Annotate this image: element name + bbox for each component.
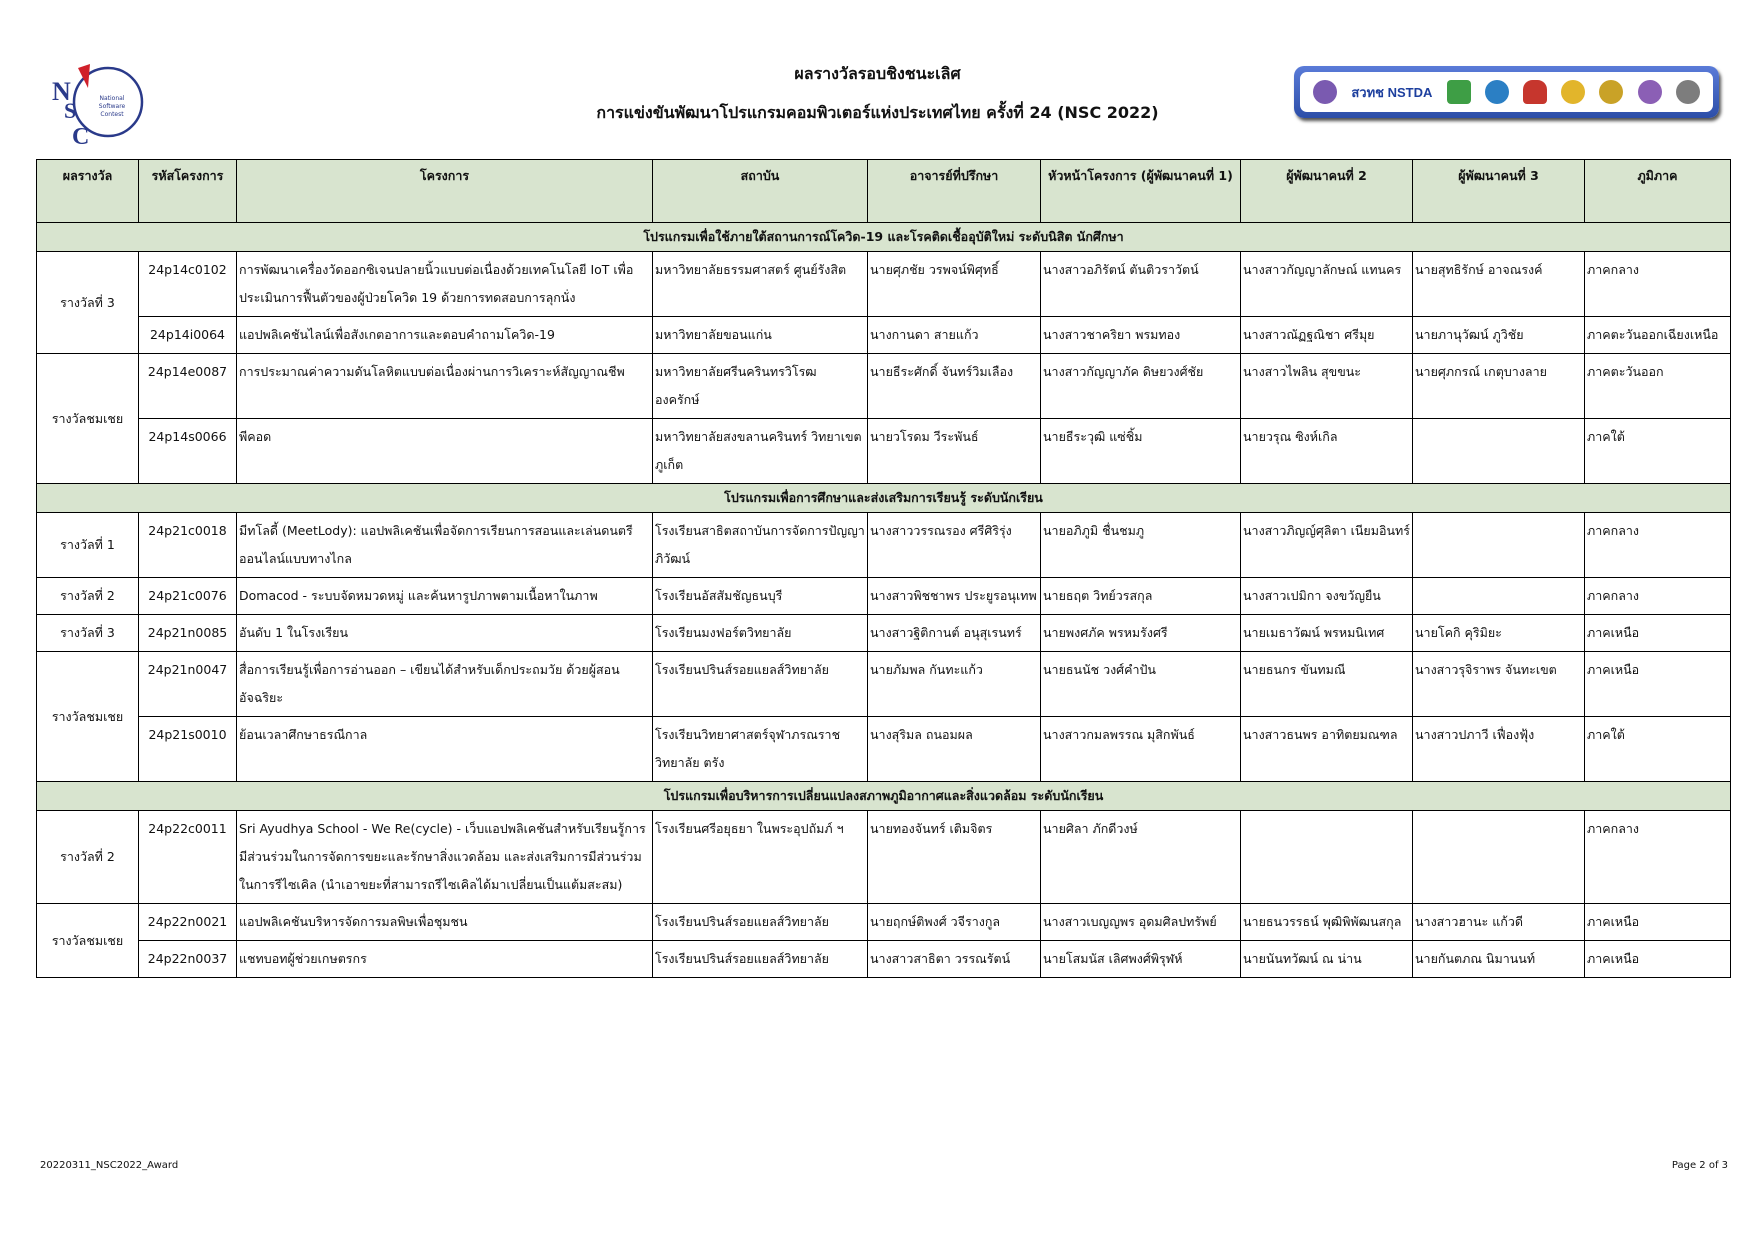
developer-2-cell: นางสาวภิญญ์ศุลิตา เนียมอินทร์	[1241, 513, 1413, 578]
table-row	[37, 615, 1731, 652]
blue-seal-icon	[1485, 80, 1509, 104]
project-lead-cell: นางสาวกัญญาภัค ดิษยวงศ์ชัย	[1041, 354, 1241, 419]
project-name-cell: อันดับ 1 ในโรงเรียน	[237, 615, 653, 652]
project-name-cell: สื่อการเรียนรู้เพื่อการอ่านออก – เขียนได้สำหรับเด็กประถมวัย ด้วยผู้สอนอัจฉริยะ	[237, 652, 653, 717]
svg-text:C: C	[72, 124, 90, 150]
developer-3-cell	[1413, 578, 1585, 615]
institution-cell: โรงเรียนมงฟอร์ตวิทยาลัย	[653, 615, 868, 652]
svg-text:Contest: Contest	[100, 111, 124, 118]
project-lead-cell: นายธนนัช วงศ์คำปัน	[1041, 652, 1241, 717]
advisor-cell: นางสาวสาธิตา วรรณรัตน์	[868, 941, 1041, 978]
institution-cell: โรงเรียนสาธิตสถาบันการจัดการปัญญาภิวัฒน์	[653, 513, 868, 578]
column-header-advisor: อาจารย์ที่ปรึกษา	[868, 160, 1041, 223]
region-cell: ภาคเหนือ	[1585, 904, 1731, 941]
project-name-cell: มีทโลดี้ (MeetLody): แอปพลิเคชันเพื่อจัดการเรียนการสอนและเล่นดนตรีออนไลน์แบบทางไกล	[237, 513, 653, 578]
nstda-logo: สวทช NSTDA	[1351, 84, 1433, 100]
table-row	[37, 252, 1731, 317]
column-header-dev2: ผู้พัฒนาคนที่ 2	[1241, 160, 1413, 223]
developer-2-cell: นางสาวเปมิกา จงขวัญยืน	[1241, 578, 1413, 615]
project-code-cell: 24p21n0085	[139, 615, 237, 652]
project-code-cell: 24p22n0037	[139, 941, 237, 978]
award-cell: รางวัลที่ 2	[37, 811, 139, 904]
project-code-cell: 24p14i0064	[139, 317, 237, 354]
project-lead-cell: นายอภิภูมิ ชื่นชมภู	[1041, 513, 1241, 578]
red-emblem-icon	[1523, 80, 1547, 104]
developer-3-cell: นายศุภกรณ์ เกตุบางลาย	[1413, 354, 1585, 419]
developer-3-cell: นางสาวปภาวี เฟื่องฟุ้ง	[1413, 717, 1585, 782]
table-row	[37, 811, 1731, 904]
section-row	[37, 484, 1731, 513]
developer-3-cell	[1413, 811, 1585, 904]
section-title: โปรแกรมเพื่อการศึกษาและส่งเสริมการเรียนรู้ ระดับนักเรียน	[37, 484, 1731, 513]
column-header-code: รหัสโครงการ	[139, 160, 237, 223]
project-lead-cell: นายธีระวุฒิ แซ่ชิ้ม	[1041, 419, 1241, 484]
column-header-award: ผลรางวัล	[37, 160, 139, 223]
institution-cell: โรงเรียนวิทยาศาสตร์จุฬาภรณราชวิทยาลัย ตรัง	[653, 717, 868, 782]
table-row	[37, 317, 1731, 354]
advisor-cell: นายศุภชัย วรพจน์พิศุทธิ์	[868, 252, 1041, 317]
project-code-cell: 24p14e0087	[139, 354, 237, 419]
project-code-cell: 24p21c0076	[139, 578, 237, 615]
institution-cell: มหาวิทยาลัยธรรมศาสตร์ ศูนย์รังสิต	[653, 252, 868, 317]
project-name-cell: แชทบอทผู้ช่วยเกษตรกร	[237, 941, 653, 978]
developer-2-cell: นายเมธาวัฒน์ พรหมนิเทศ	[1241, 615, 1413, 652]
developer-3-cell: นางสาวรุจิราพร จันทะเขต	[1413, 652, 1585, 717]
institution-cell: โรงเรียนอัสสัมชัญธนบุรี	[653, 578, 868, 615]
project-code-cell: 24p21c0018	[139, 513, 237, 578]
region-cell: ภาคเหนือ	[1585, 615, 1731, 652]
gold-seal-icon	[1599, 80, 1623, 104]
project-lead-cell: นางสาวชาคริยา พรมทอง	[1041, 317, 1241, 354]
institution-cell: มหาวิทยาลัยขอนแก่น	[653, 317, 868, 354]
developer-3-cell	[1413, 513, 1585, 578]
region-cell: ภาคใต้	[1585, 717, 1731, 782]
advisor-cell: นายทองจันทร์ เติมจิตร	[868, 811, 1041, 904]
developer-3-cell: นายภานุวัฒน์ ภูวิชัย	[1413, 317, 1585, 354]
page-subtitle: การแข่งขันพัฒนาโปรแกรมคอมพิวเตอร์แห่งประเทศไทย ครั้งที่ 24 (NSC 2022)	[596, 103, 1159, 122]
grey-emblem-icon	[1676, 80, 1700, 104]
table-row	[37, 717, 1731, 782]
developer-3-cell: นายโคกิ คุริมิยะ	[1413, 615, 1585, 652]
institution-cell: โรงเรียนปรินส์รอยแยลส์วิทยาลัย	[653, 941, 868, 978]
developer-2-cell: นายธนวรรธน์ พุฒิพิพัฒนสกุล	[1241, 904, 1413, 941]
region-cell: ภาคเหนือ	[1585, 652, 1731, 717]
developer-2-cell: นางสาวไพลิน สุขขนะ	[1241, 354, 1413, 419]
svg-text:National: National	[99, 95, 125, 102]
section-title: โปรแกรมเพื่อบริหารการเปลี่ยนแปลงสภาพภูมิอากาศและสิ่งแวดล้อม ระดับนักเรียน	[37, 782, 1731, 811]
project-code-cell: 24p14c0102	[139, 252, 237, 317]
column-header-project: โครงการ	[237, 160, 653, 223]
award-cell: รางวัลที่ 3	[37, 615, 139, 652]
developer-3-cell: นายสุทธิรักษ์ อาจณรงค์	[1413, 252, 1585, 317]
page-number: Page 2 of 3	[1671, 1160, 1728, 1171]
project-code-cell: 24p22n0021	[139, 904, 237, 941]
yellow-emblem-icon	[1561, 80, 1585, 104]
project-lead-cell: นางสาวอภิรัตน์ ตันติวราวัตน์	[1041, 252, 1241, 317]
svg-text:S: S	[64, 98, 77, 123]
advisor-cell: นายวโรดม วีระพันธ์	[868, 419, 1041, 484]
purple-emblem-icon	[1638, 80, 1662, 104]
project-name-cell: แอปพลิเคชันบริหารจัดการมลพิษเพื่อชุมชน	[237, 904, 653, 941]
project-name-cell: พีคอด	[237, 419, 653, 484]
section-row	[37, 782, 1731, 811]
advisor-cell: นายธีระศักดิ์ จันทร์วิมเลือง	[868, 354, 1041, 419]
developer-2-cell: นางสาวกัญญาลักษณ์ แทนคร	[1241, 252, 1413, 317]
project-name-cell: Sri Ayudhya School - We Re(cycle) - เว็บแอปพลิเคชันสำหรับเรียนรู้การมีส่วนร่วมในการจัดการขยะและรักษาสิ่งแวดล้อม และส่งเสริมการมีส่วนร่วมในการรีไซเคิล (นำเอาขยะที่สามารถรีไซเคิลได้มาเปลี่ยนเป็นแต้มสะสม)	[237, 811, 653, 904]
award-cell: รางวัลชมเชย	[37, 354, 139, 484]
project-name-cell: แอปพลิเคชันไลน์เพื่อสังเกตอาการและตอบคำถามโควิด-19	[237, 317, 653, 354]
developer-3-cell: นายกันตภณ นิมานนท์	[1413, 941, 1585, 978]
region-cell: ภาคกลาง	[1585, 578, 1731, 615]
column-header-institution: สถาบัน	[653, 160, 868, 223]
advisor-cell: นางสุริมล ถนอมผล	[868, 717, 1041, 782]
developer-3-cell	[1413, 419, 1585, 484]
award-cell: รางวัลชมเชย	[37, 652, 139, 782]
advisor-cell: นางสาววรรณรอง ศรีศิริรุ่ง	[868, 513, 1041, 578]
table-row	[37, 354, 1731, 419]
table-row	[37, 419, 1731, 484]
developer-2-cell: นายนันทวัฒน์ ณ น่าน	[1241, 941, 1413, 978]
table-header-row	[37, 160, 1731, 223]
sponsor-logos-bar	[1294, 66, 1719, 118]
institution-cell: โรงเรียนปรินส์รอยแยลส์วิทยาลัย	[653, 904, 868, 941]
project-name-cell: การพัฒนาเครื่องวัดออกซิเจนปลายนิ้วแบบต่อเนื่องด้วยเทคโนโลยี IoT เพื่อประเมินการฟื้นตัวของผู้ป่วยโควิด 19 ด้วยการทดสอบการลุกนั่ง	[237, 252, 653, 317]
award-cell: รางวัลที่ 3	[37, 252, 139, 354]
section-title: โปรแกรมเพื่อใช้ภายใต้สถานการณ์โควิด-19 และโรคติดเชื้ออุบัติใหม่ ระดับนิสิต นักศึกษา	[37, 223, 1731, 252]
section-row	[37, 223, 1731, 252]
project-code-cell: 24p21n0047	[139, 652, 237, 717]
advisor-cell: นางสาวฐิติกานต์ อนุสุเรนทร์	[868, 615, 1041, 652]
advisor-cell: นายฤกษ์ติพงศ์ วจีรางกูล	[868, 904, 1041, 941]
project-code-cell: 24p22c0011	[139, 811, 237, 904]
awards-table-body	[37, 223, 1731, 978]
project-lead-cell: นายศิลา ภักดีวงษ์	[1041, 811, 1241, 904]
award-cell: รางวัลที่ 1	[37, 513, 139, 578]
project-lead-cell: นายธฤต วิทย์วรสกุล	[1041, 578, 1241, 615]
table-row	[37, 904, 1731, 941]
project-lead-cell: นางสาวกมลพรรณ มุสิกพันธ์	[1041, 717, 1241, 782]
document-id: 20220311_NSC2022_Award	[40, 1160, 179, 1171]
column-header-lead: หัวหน้าโครงการ (ผู้พัฒนาคนที่ 1)	[1041, 160, 1241, 223]
region-cell: ภาคเหนือ	[1585, 941, 1731, 978]
institution-cell: มหาวิทยาลัยสงขลานครินทร์ วิทยาเขตภูเก็ต	[653, 419, 868, 484]
advisor-cell: นางสาวพิชชาพร ประยูรอนุเทพ	[868, 578, 1041, 615]
advisor-cell: นายภัมพล กันทะแก้ว	[868, 652, 1041, 717]
award-cell: รางวัลที่ 2	[37, 578, 139, 615]
table-row	[37, 578, 1731, 615]
region-cell: ภาคกลาง	[1585, 513, 1731, 578]
page-title: ผลรางวัลรอบชิงชนะเลิศ	[794, 64, 961, 83]
project-name-cell: การประมาณค่าความดันโลหิตแบบต่อเนื่องผ่านการวิเคราะห์สัญญาณชีพ	[237, 354, 653, 419]
table-row	[37, 513, 1731, 578]
project-name-cell: ย้อนเวลาศึกษาธรณีกาล	[237, 717, 653, 782]
table-row	[37, 652, 1731, 717]
project-code-cell: 24p21s0010	[139, 717, 237, 782]
project-lead-cell: นายโสมนัส เลิศพงศ์พิรุฬห์	[1041, 941, 1241, 978]
table-row	[37, 941, 1731, 978]
developer-2-cell: นายวรุณ ซิงห์เกิล	[1241, 419, 1413, 484]
region-cell: ภาคกลาง	[1585, 252, 1731, 317]
institution-cell: มหาวิทยาลัยศรีนครินทรวิโรฒ องครักษ์	[653, 354, 868, 419]
column-header-dev3: ผู้พัฒนาคนที่ 3	[1413, 160, 1585, 223]
awards-table	[36, 159, 1731, 978]
institution-cell: โรงเรียนศรีอยุธยา ในพระอุปถัมภ์ ฯ	[653, 811, 868, 904]
green-seal-icon	[1447, 80, 1471, 104]
developer-2-cell: นายธนกร ขันทมณี	[1241, 652, 1413, 717]
emblem-logo-icon	[1313, 80, 1337, 104]
institution-cell: โรงเรียนปรินส์รอยแยลส์วิทยาลัย	[653, 652, 868, 717]
award-cell: รางวัลชมเชย	[37, 904, 139, 978]
project-name-cell: Domacod - ระบบจัดหมวดหมู่ และค้นหารูปภาพตามเนื้อหาในภาพ	[237, 578, 653, 615]
column-header-region: ภูมิภาค	[1585, 160, 1731, 223]
project-code-cell: 24p14s0066	[139, 419, 237, 484]
developer-2-cell: นางสาวณัฏฐณิชา ศรีมุย	[1241, 317, 1413, 354]
advisor-cell: นางกานดา สายแก้ว	[868, 317, 1041, 354]
svg-text:N: N	[52, 77, 71, 106]
svg-text:Software: Software	[98, 103, 126, 110]
developer-3-cell: นางสาวฮานะ แก้วดี	[1413, 904, 1585, 941]
project-lead-cell: นางสาวเบญญพร อุดมศิลปทรัพย์	[1041, 904, 1241, 941]
region-cell: ภาคใต้	[1585, 419, 1731, 484]
project-lead-cell: นายพงศภัค พรหมรังศรี	[1041, 615, 1241, 652]
region-cell: ภาคตะวันออก	[1585, 354, 1731, 419]
developer-2-cell	[1241, 811, 1413, 904]
region-cell: ภาคกลาง	[1585, 811, 1731, 904]
developer-2-cell: นางสาวธนพร อาทิตยมณฑล	[1241, 717, 1413, 782]
region-cell: ภาคตะวันออกเฉียงเหนือ	[1585, 317, 1731, 354]
